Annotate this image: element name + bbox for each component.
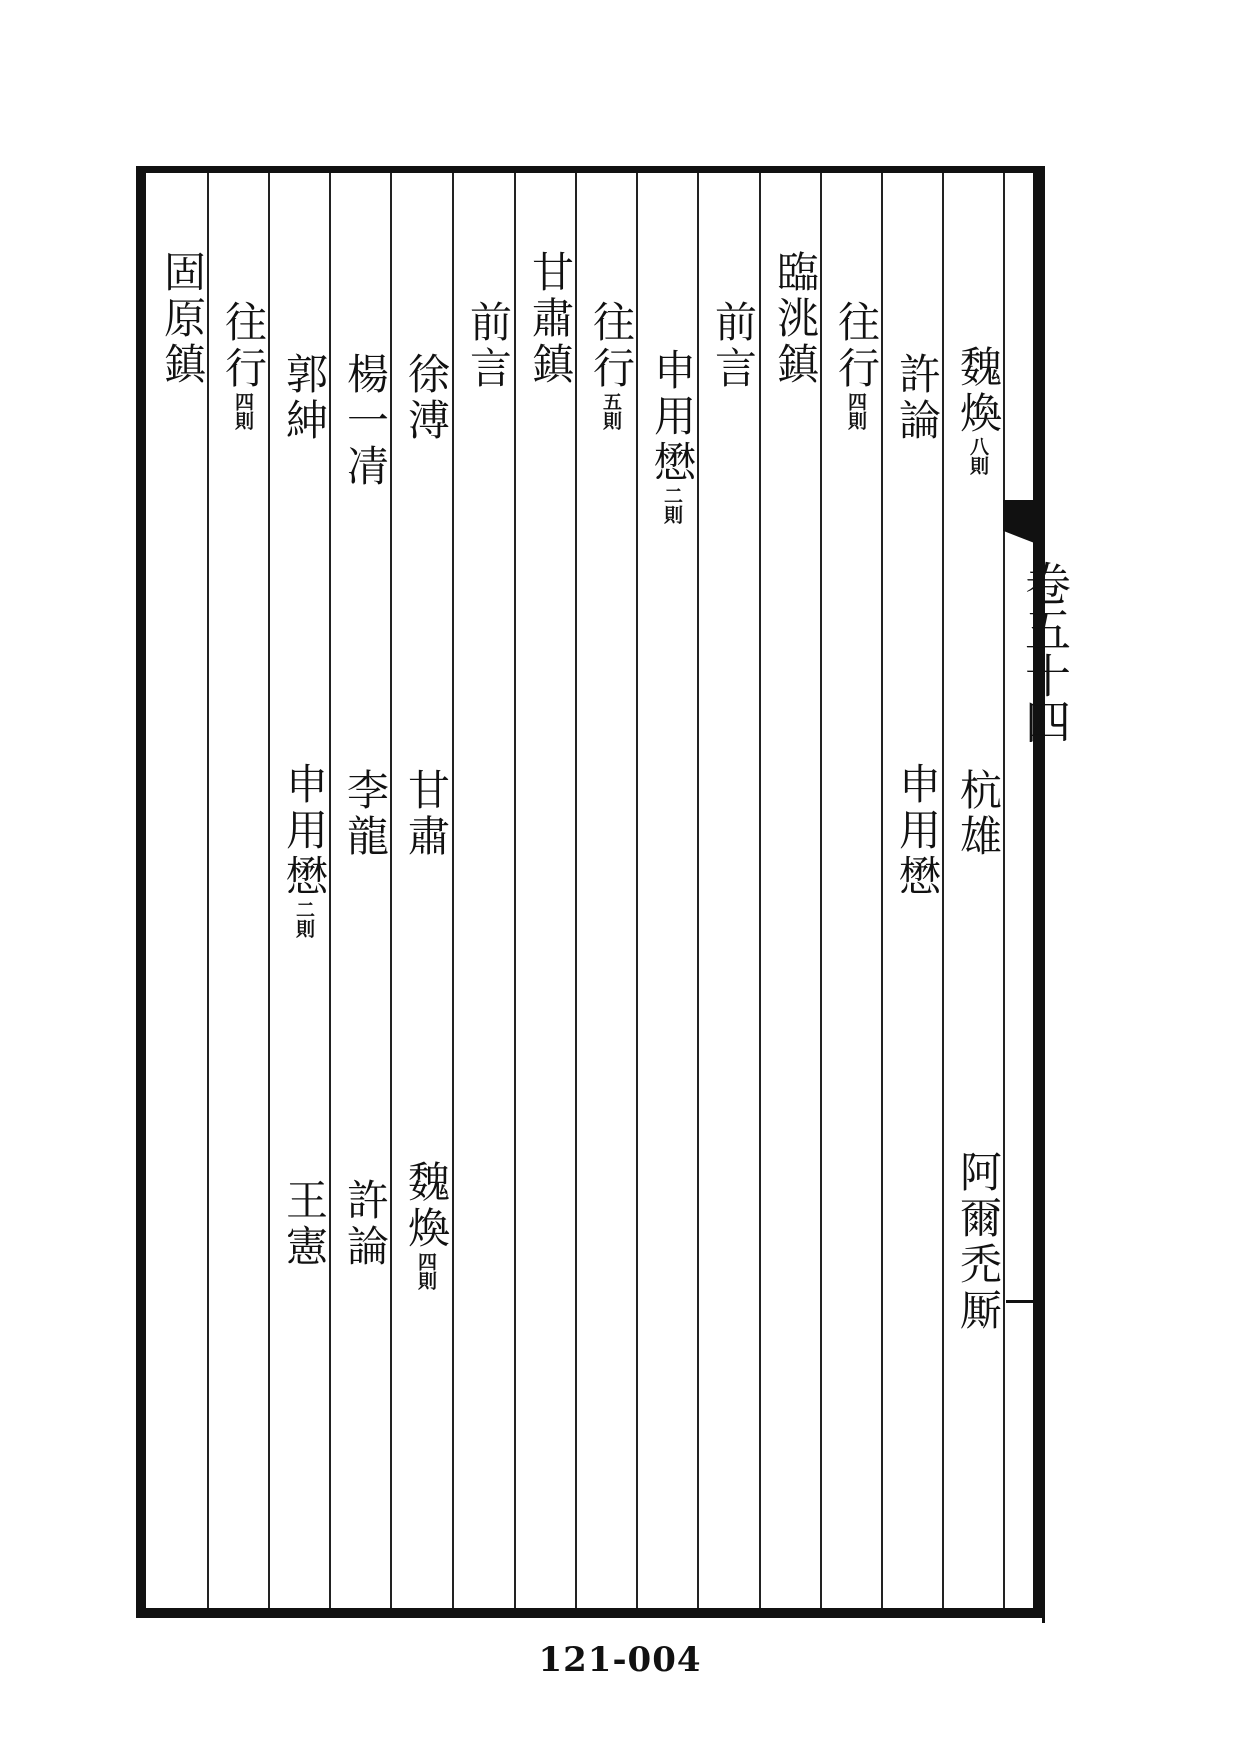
- column-rule: [881, 173, 883, 1608]
- column-14-entry-1: [150, 250, 207, 388]
- column-1-entry-3: [946, 1150, 1003, 1334]
- column-10-entry-2: [394, 768, 451, 860]
- entry-text: 甘肅: [402, 768, 451, 860]
- column-8-entry-1: [518, 250, 575, 388]
- entry-text: 許論: [341, 1178, 390, 1270]
- count-note: 五則: [600, 392, 622, 430]
- entry-text: 王憲: [280, 1178, 329, 1270]
- column-11-entry-3: [333, 1178, 390, 1270]
- entry-text: 魏煥: [954, 345, 1003, 437]
- entry-text: 楊一凊: [341, 352, 390, 490]
- column-11-entry-2: [333, 768, 390, 860]
- column-12-entry-1: [272, 352, 329, 444]
- column-10-entry-3: [394, 1160, 451, 1290]
- section-heading: 固原鎮: [158, 250, 207, 388]
- count-note: 四則: [845, 392, 867, 430]
- column-9-entry-1: [456, 300, 513, 392]
- column-6-entry-1: [640, 348, 697, 524]
- column-rule: [759, 173, 761, 1608]
- entry-text: 往行: [219, 300, 268, 392]
- entry-text: 李龍: [341, 768, 390, 860]
- entry-text: 申用懋: [648, 348, 697, 486]
- column-rule: [575, 173, 577, 1608]
- column-12-entry-2: [272, 762, 329, 938]
- section-heading: 甘肅鎮: [526, 250, 575, 388]
- column-rule: [697, 173, 699, 1608]
- spine-bracket: [1006, 1300, 1045, 1623]
- column-rule: [329, 173, 331, 1608]
- column-rule: [452, 173, 454, 1608]
- column-rule: [1003, 173, 1005, 1608]
- entry-text: 往行: [587, 300, 636, 392]
- entry-text: 魏煥: [402, 1160, 451, 1252]
- entry-text: 徐溥: [402, 352, 451, 444]
- entry-text: 申用懋: [893, 762, 942, 900]
- page-number: 121-004: [538, 1640, 702, 1680]
- column-13-entry-1: [211, 300, 268, 430]
- column-1-entry-2: [946, 768, 1003, 860]
- column-2-entry-1: [885, 352, 942, 444]
- count-note: 八則: [967, 437, 989, 475]
- entry-text: 申用懋: [280, 762, 329, 900]
- count-note: 四則: [232, 392, 254, 430]
- entry-text: 前言: [464, 300, 513, 392]
- entry-text: 杭雄: [954, 768, 1003, 860]
- count-note: 四則: [415, 1252, 437, 1290]
- column-rule: [636, 173, 638, 1608]
- entry-text: 阿爾禿厮: [954, 1150, 1003, 1334]
- column-1-entry-1: [946, 345, 1003, 475]
- column-rule: [390, 173, 392, 1608]
- section-heading: 臨洮鎮: [771, 250, 820, 388]
- column-rule: [207, 173, 209, 1608]
- column-11-entry-1: [333, 352, 390, 490]
- column-rule: [514, 173, 516, 1608]
- count-note: 二則: [661, 486, 683, 524]
- column-rule: [268, 173, 270, 1608]
- column-rule: [942, 173, 944, 1608]
- column-rule: [820, 173, 822, 1608]
- spine-title: 卷五十四: [1018, 560, 1072, 744]
- entry-text: 往行: [832, 300, 881, 392]
- column-4-entry-1: [763, 250, 820, 388]
- column-5-entry-1: [701, 300, 758, 392]
- entry-text: 郭紳: [280, 352, 329, 444]
- column-10-entry-1: [394, 352, 451, 444]
- entry-text: 許論: [893, 352, 942, 444]
- column-12-entry-3: [272, 1178, 329, 1270]
- entry-text: 前言: [709, 300, 758, 392]
- count-note: 二則: [293, 900, 315, 938]
- column-2-entry-2: [885, 762, 942, 900]
- column-7-entry-1: [579, 300, 636, 430]
- column-3-entry-1: [824, 300, 881, 430]
